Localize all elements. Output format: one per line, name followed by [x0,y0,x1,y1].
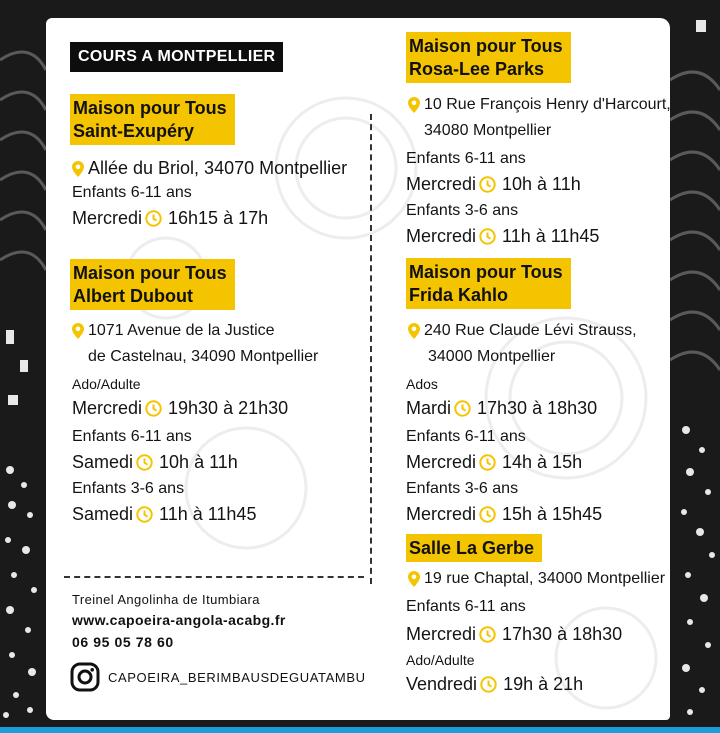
clock-icon [479,454,496,471]
clock-icon [479,228,496,245]
group-label: Enfants 6-11 ans [406,150,526,167]
group-label: Ados [406,376,438,392]
venue-address-line2: 34000 Montpellier [428,348,556,365]
clock-icon [480,676,497,693]
contact-divider [64,576,364,578]
schedule-row: Mercredi 19h30 à 21h30 [72,398,289,418]
map-pin-icon [72,323,84,339]
venue-address: 19 rue Chaptal, 34000 Montpellier [408,570,665,588]
instagram-handle: CAPOEIRA_BERIMBAUSDEGUATAMBU [108,669,366,685]
group-label: Enfants 3-6 ans [72,480,185,497]
bottom-accent-bar [0,727,720,733]
venue-title-frida-kahlo: Maison pour Tous Frida Kahlo [406,258,571,309]
group-label: Ado/Adulte [72,376,141,392]
schedule-row: Mercredi 15h à 15h45 [406,504,603,524]
schedule-row: Mercredi 17h30 à 18h30 [406,624,623,644]
clock-icon [479,626,496,643]
instagram-handle-row[interactable] [70,662,366,692]
schedule-row: Mercredi 10h à 11h [406,174,581,194]
venue-address: Allée du Briol, 34070 Montpellier [72,158,347,179]
website-link[interactable]: www.capoeira-angola-acabg.fr [72,612,286,628]
schedule-row: Samedi 10h à 11h [72,452,238,472]
map-pin-icon [72,161,84,177]
schedule-row: Mercredi 14h à 15h [406,452,583,472]
clock-icon [479,506,496,523]
venue-address: 240 Rue Claude Lévi Strauss, [408,322,637,340]
clock-icon [136,506,153,523]
schedule-row: Mercredi 11h à 11h45 [406,226,600,246]
page-title: COURS A MONTPELLIER [70,42,283,72]
column-divider [370,114,372,584]
organization-name: Treinel Angolinha de Itumbiara [72,592,260,607]
map-pin-icon [408,97,420,113]
schedule-row: Mercredi 16h15 à 17h [72,208,269,228]
venue-title-saint-exupery: Maison pour Tous Saint-Exupéry [70,94,235,145]
clock-icon [145,210,162,227]
schedule-row: Mardi 17h30 à 18h30 [406,398,598,418]
group-label: Enfants 6-11 ans [406,428,526,445]
venue-address: 10 Rue François Henry d'Harcourt, [408,96,671,114]
group-label: Enfants 6-11 ans [406,598,526,615]
schedule-row: Vendredi 19h à 21h [406,674,584,694]
clock-icon [136,454,153,471]
group-label: Enfants 6-11 ans [72,184,192,201]
schedule-row: Samedi 11h à 11h45 [72,504,257,524]
venue-title-rosa-lee-parks: Maison pour Tous Rosa-Lee Parks [406,32,571,83]
group-label: Enfants 6-11 ans [72,428,192,445]
clock-icon [479,176,496,193]
venue-address-line2: 34080 Montpellier [424,122,552,139]
venue-address-line2: de Castelnau, 34090 Montpellier [88,348,319,365]
phone-number[interactable]: 06 95 05 78 60 [72,634,174,650]
schedule-card [46,18,670,720]
venue-title-salle-la-gerbe: Salle La Gerbe [406,534,542,562]
group-label: Ado/Adulte [406,652,475,668]
instagram-icon [70,662,100,692]
clock-icon [145,400,162,417]
map-pin-icon [408,571,420,587]
venue-title-albert-dubout: Maison pour Tous Albert Dubout [70,259,235,310]
map-pin-icon [408,323,420,339]
group-label: Enfants 3-6 ans [406,480,519,497]
venue-address: 1071 Avenue de la Justice [72,322,275,340]
clock-icon [454,400,471,417]
group-label: Enfants 3-6 ans [406,202,519,219]
